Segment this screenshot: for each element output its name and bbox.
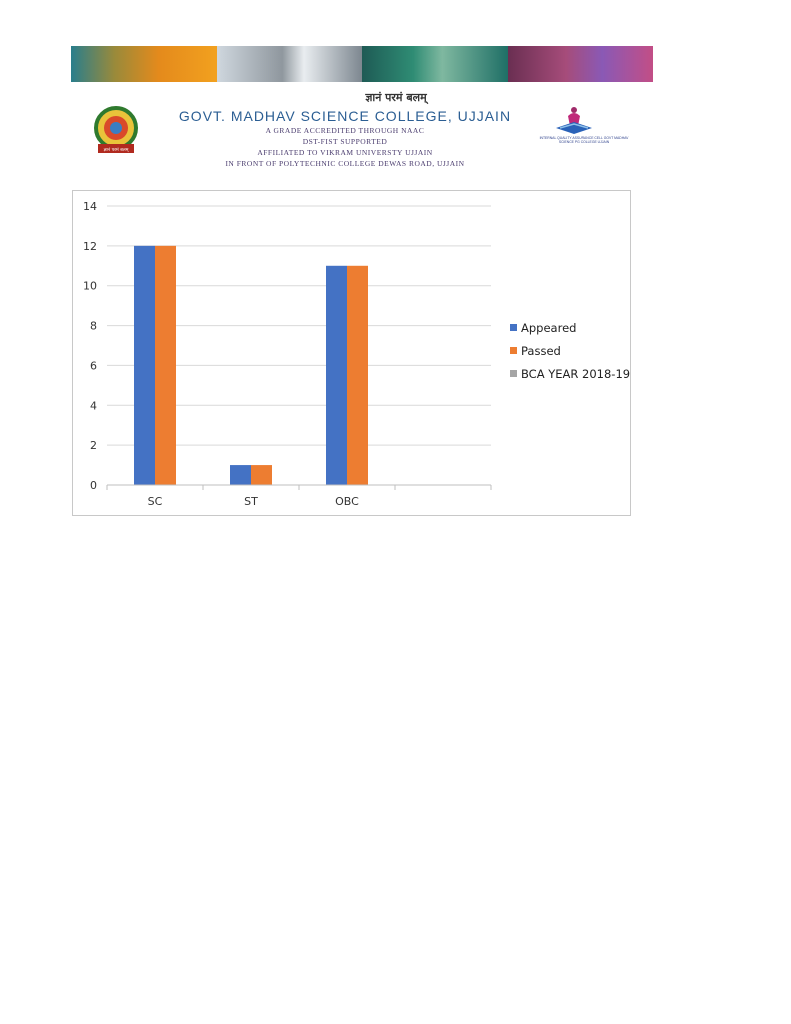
bar-chart: [72, 190, 631, 516]
college-header: [0, 86, 791, 170]
x-tick-label: ST: [244, 495, 258, 508]
y-tick-label: 14: [83, 200, 97, 213]
iqac-book-icon: [534, 106, 634, 136]
molecule-banner: [362, 46, 508, 82]
y-tick-label: 4: [90, 399, 97, 413]
iqac-logo: [534, 106, 634, 144]
bar-appeared: [326, 266, 347, 485]
legend-label: BCA YEAR 2018-19: [521, 367, 631, 381]
robot-face-banner: [217, 46, 363, 82]
y-tick-label: 2: [90, 439, 97, 453]
y-tick-label: 10: [83, 279, 97, 293]
iqac-caption: INTERNAL QUALITY ASSURANCE CELL GOVT MADHAV SCIENCE PG COLLEGE UJJAIN: [539, 136, 629, 144]
bar-passed: [155, 246, 176, 485]
affiliation-line: AFFILIATED TO VIKRAM UNIVERSTY UJJAIN: [257, 148, 433, 157]
y-tick-label: 0: [90, 479, 97, 492]
x-tick-label: SC: [147, 495, 163, 508]
y-tick-label: 12: [83, 239, 97, 253]
legend-swatch: [510, 347, 517, 354]
bar-passed: [347, 266, 368, 485]
accreditation-line: A GRADE ACCREDITED THROUGH NAAC: [265, 126, 425, 135]
chemistry-formula-banner: [71, 46, 217, 82]
bar-appeared: [230, 465, 251, 485]
legend-swatch: [510, 324, 517, 331]
college-name: GOVT. MADHAV SCIENCE COLLEGE, UJJAIN: [178, 108, 512, 124]
emblem-motto-text: ज्ञानं परमं बलम्: [103, 148, 129, 153]
y-tick-label: 8: [90, 319, 97, 333]
address-line: IN FRONT OF POLYTECHNIC COLLEGE DEWAS ROAD, UJJAIN: [225, 159, 465, 168]
support-line: DST-FIST SUPPORTED: [302, 137, 388, 146]
bar-passed: [251, 465, 272, 485]
legend-label: Appeared: [521, 321, 577, 335]
bar-appeared: [134, 246, 155, 485]
legend-swatch: [510, 370, 517, 377]
header-banner: [71, 46, 653, 82]
x-tick-label: OBC: [335, 495, 359, 508]
college-emblem-logo: [88, 106, 144, 161]
y-tick-label: 6: [90, 359, 97, 373]
motto: ज्ञानं परमं बलम्: [365, 91, 427, 104]
legend-label: Passed: [521, 344, 561, 358]
atoms-banner: [508, 46, 654, 82]
